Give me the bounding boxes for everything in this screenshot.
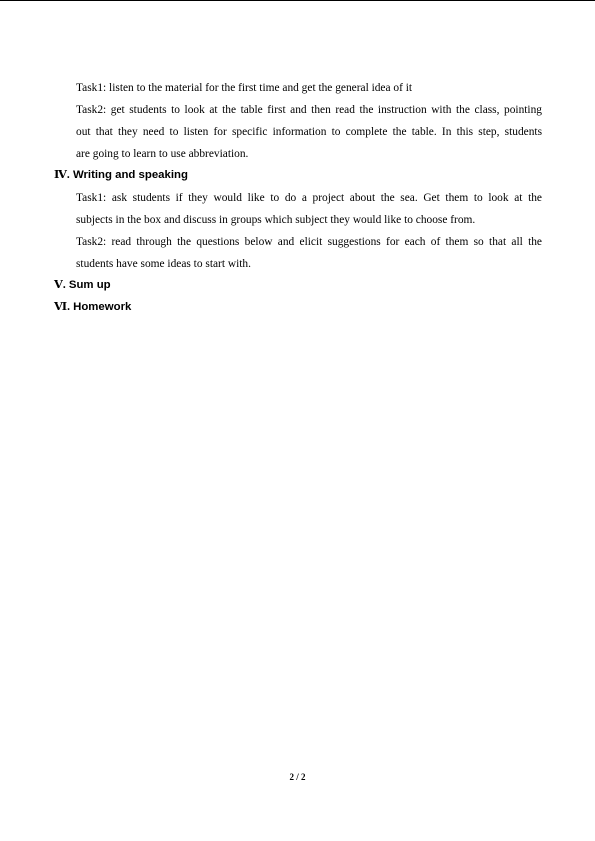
section-title: Sum up (68, 279, 111, 291)
text-line: are going to learn to use abbreviation. (76, 148, 249, 161)
section-heading-sum-up (54, 274, 111, 296)
text-line: subjects in the box and discuss in groups which subject they would like to choose from. (76, 214, 476, 227)
text-line: out that they need to listen for specific information to complete the table. In this step, students (76, 126, 542, 139)
section-title: Writing and speaking (72, 169, 188, 181)
text-line: students have some ideas to start with. (76, 258, 251, 271)
section-heading-homework (54, 296, 131, 318)
task2-writing-paragraph (76, 231, 542, 275)
text-line: Task1: listen to the material for the first time and get the general idea of it (76, 82, 413, 94)
text-line: Task2: get students to look at the table first and then read the instruction with the class, pointing (76, 104, 542, 116)
section-numeral: Ⅴ. (54, 279, 66, 291)
section-heading-writing-speaking (54, 164, 188, 186)
task1-listening-paragraph (76, 77, 542, 99)
section-title: Homework (73, 301, 132, 313)
page-top-rule (0, 0, 595, 1)
task1-writing-paragraph (76, 187, 542, 231)
text-line: Task2: read through the questions below and elicit suggestions for each of them so that all the (76, 236, 542, 248)
section-numeral: Ⅵ. (54, 301, 70, 313)
text-line: Task1: ask students if they would like to do a project about the sea. Get them to look at the (76, 192, 542, 204)
section-numeral: Ⅳ. (54, 169, 70, 181)
task2-listening-paragraph (76, 99, 542, 166)
page-number: 2 / 2 (289, 772, 306, 782)
